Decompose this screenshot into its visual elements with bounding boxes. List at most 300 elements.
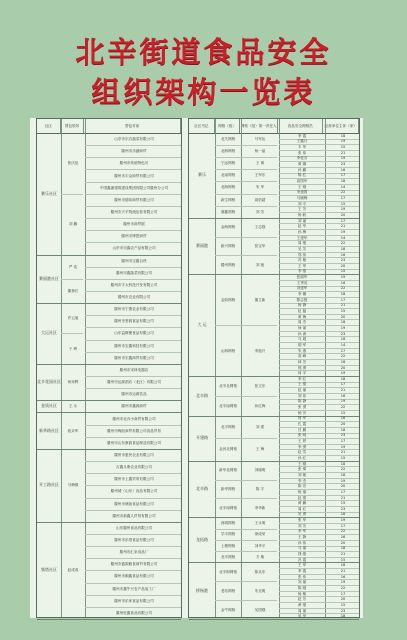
business-count: 20 <box>340 484 346 489</box>
grid-head: 方 敏 <box>255 554 265 559</box>
row-divider <box>279 466 359 467</box>
row-divider <box>279 433 359 434</box>
row-divider <box>279 449 359 450</box>
row-divider <box>279 613 359 614</box>
row-divider <box>85 498 181 499</box>
row-divider <box>279 342 359 343</box>
food-safety-gridman: 刘 芳 <box>297 523 307 528</box>
grid-divider <box>215 498 277 499</box>
grid-name: 新华北网格 <box>219 468 237 473</box>
row-divider <box>279 404 359 405</box>
food-safety-gridman: 陈 静 <box>297 399 307 404</box>
food-safety-gridman: 马晓梅 <box>296 195 308 200</box>
community-secretary: 赛丽港 <box>196 243 208 249</box>
business-count: 17 <box>340 591 346 596</box>
community-name: 金质社区 <box>41 403 57 409</box>
row-divider <box>279 280 359 281</box>
org-chart-sheet <box>30 118 363 618</box>
food-safety-gridman: 李 霞 <box>297 133 307 138</box>
entity-name: 滕州市宏鑫商贸有限公司 <box>114 355 154 360</box>
group-divider <box>37 522 181 523</box>
left-table-header <box>37 119 181 134</box>
row-divider <box>279 387 359 388</box>
food-safety-gridman: 高国华 <box>296 179 308 184</box>
row-divider <box>85 145 181 146</box>
business-count: 19 <box>340 275 346 280</box>
grid-head: 刘晓明 <box>254 468 266 473</box>
row-divider <box>279 257 359 258</box>
group-divider <box>37 303 181 304</box>
row-divider <box>279 336 359 337</box>
business-count: 23 <box>340 433 346 438</box>
food-safety-gridman: 张 勇 <box>297 405 307 410</box>
business-count: 17 <box>340 297 346 302</box>
business-count: 15 <box>340 410 346 415</box>
grid-divider <box>215 438 277 439</box>
left-table <box>36 118 182 618</box>
business-count: 17 <box>340 218 346 223</box>
row-divider <box>85 376 181 377</box>
entity-name: 滕州市鑫源商贸 <box>121 404 147 409</box>
grid-head: 周依超 <box>254 197 266 202</box>
food-safety-gridman: 李 杰 <box>297 478 307 483</box>
business-count: 22 <box>340 354 346 359</box>
food-safety-gridman: 马 超 <box>297 337 307 342</box>
food-safety-gridman: 陈 亮 <box>297 484 307 489</box>
row-divider <box>279 348 359 349</box>
community-name: 开工路社区 <box>39 482 59 488</box>
row-divider <box>279 331 359 332</box>
business-count: 15 <box>340 145 346 150</box>
leader-name: 马梅倩 <box>67 483 79 488</box>
row-divider <box>85 340 181 341</box>
row-divider <box>279 506 359 507</box>
grid-head: 陈从东 <box>254 569 266 574</box>
food-safety-gridman: 孙 鹏 <box>297 167 307 172</box>
row-divider <box>279 438 359 439</box>
entity-name: 滕州市宋林电器店 <box>119 367 149 372</box>
row-divider <box>85 485 181 486</box>
entity-name: 滕州市农业有限公司 <box>117 295 151 300</box>
food-safety-gridman: 李 勇 <box>297 444 307 449</box>
grid-name: 北平网格 <box>220 424 236 429</box>
entity-name: 滕州市德邦商贸有限公司 <box>114 197 154 202</box>
food-safety-gridman: 王 芳 <box>297 207 307 212</box>
row-divider <box>279 269 359 270</box>
row-divider <box>85 218 181 219</box>
business-count: 22 <box>340 286 346 291</box>
page-title-line-2: 组织架构一览表 <box>91 75 316 109</box>
row-divider <box>279 353 359 354</box>
food-safety-gridman: 张 伟 <box>297 150 307 155</box>
grid-name: 北辛网格 <box>220 554 236 559</box>
grid-divider <box>215 181 277 182</box>
row-divider <box>85 230 181 231</box>
business-count: 22 <box>340 585 346 590</box>
row-divider <box>85 546 181 547</box>
grid-head: 刘 芳 <box>255 209 265 214</box>
community-name: 北辛花园社区 <box>37 379 61 385</box>
entity-name: 滕州市商贸展 <box>123 222 145 227</box>
business-count: 16 <box>340 280 346 285</box>
entity-name: 滕州市运源饮品 <box>121 392 147 397</box>
row-divider <box>279 195 359 196</box>
business-count: 15 <box>340 557 346 562</box>
food-safety-gridman: 赵 强 <box>297 495 307 500</box>
food-safety-gridman: 王 刚 <box>297 461 307 466</box>
row-divider <box>85 425 181 426</box>
entity-name: 滕州市梅凯商贸有限公司食品贸易 <box>107 428 161 433</box>
grid-head: 董立新 <box>254 297 266 302</box>
food-safety-gridman: 孙 梅 <box>297 229 307 234</box>
food-safety-gridman: 王 军 <box>297 263 307 268</box>
business-count: 18 <box>340 376 346 381</box>
left-header-cell: 帮包对象 <box>84 119 181 133</box>
grid-head: 马军运 <box>254 137 266 142</box>
entity-name: 滕州市盛源粮食商贸有限公司 <box>110 562 158 567</box>
business-count: 17 <box>340 348 346 353</box>
row-divider <box>279 427 359 428</box>
business-count: 20 <box>340 540 346 545</box>
grid-divider <box>215 325 277 326</box>
food-safety-gridman: 赵 军 <box>297 224 307 229</box>
food-safety-gridman: 杨 敏 <box>297 591 307 596</box>
row-divider <box>279 393 359 394</box>
business-count: 20 <box>340 263 346 268</box>
grid-divider <box>215 551 277 552</box>
food-safety-gridman: 陈志强 <box>296 297 308 302</box>
food-safety-gridman: 吴 芳 <box>297 246 307 251</box>
row-divider <box>279 534 359 535</box>
group-divider <box>189 376 359 377</box>
entity-name: 滕州城（山东）食品有限公司 <box>110 489 158 494</box>
group-divider <box>189 562 359 563</box>
row-divider <box>279 212 359 213</box>
row-divider <box>279 557 359 558</box>
food-safety-gridman: 张 倩 <box>297 467 307 472</box>
leader-divider <box>61 333 83 334</box>
grid-head: 李华新 <box>254 505 266 510</box>
row-divider <box>279 325 359 326</box>
grid-head: 刘 建 <box>255 424 265 429</box>
entity-name: 滕州市顺鑫食品有限公司 <box>114 574 154 579</box>
business-count: 22 <box>340 529 346 534</box>
business-count: 14 <box>340 235 346 240</box>
grid-divider <box>215 206 277 207</box>
business-count: 18 <box>340 133 346 138</box>
row-divider <box>279 319 359 320</box>
business-count: 19 <box>340 371 346 376</box>
entity-name: 滕州市博恩商贸 <box>121 234 147 239</box>
grid-name: 北辛南网格 <box>219 403 237 408</box>
business-count: 16 <box>340 472 346 477</box>
food-safety-gridman: 吴 华 <box>297 614 307 619</box>
entity-name: 滕州市传统特色坊 <box>119 161 149 166</box>
row-divider <box>85 437 181 438</box>
business-count: 15 <box>340 455 346 460</box>
business-count: 17 <box>340 173 346 178</box>
food-safety-gridman: 刘 丽 <box>297 580 307 585</box>
entity-name: 滕州市山东康源食品制造有限公司 <box>107 440 161 445</box>
group-divider <box>189 218 359 219</box>
grid-head: 李振兴 <box>254 348 266 353</box>
business-count: 18 <box>340 179 346 184</box>
food-safety-gridman: 刘 伟 <box>297 393 307 398</box>
food-safety-gridman: 刘 丽 <box>297 218 307 223</box>
group-divider <box>37 400 181 401</box>
business-count: 16 <box>340 337 346 342</box>
business-count: 18 <box>340 292 346 297</box>
leader-name: 严 浩 <box>68 264 78 269</box>
row-divider <box>279 399 359 400</box>
food-safety-gridman: 赵 雪 <box>297 450 307 455</box>
business-count: 19 <box>340 399 346 404</box>
business-count: 18 <box>340 359 346 364</box>
grid-head: 王军东 <box>254 173 266 178</box>
entity-name: 滕州市新鑫人贸易有限公司 <box>112 513 156 518</box>
right-header-cell: 食品安全网格员 <box>278 119 323 133</box>
food-safety-gridman: 陈 红 <box>297 173 307 178</box>
row-divider <box>279 150 359 151</box>
grid-name: 北海网格 <box>220 149 236 154</box>
right-header-cell: 社区书记 <box>189 119 215 133</box>
community-secretary: 大 运 <box>197 322 207 328</box>
row-divider <box>85 267 181 268</box>
entity-name: 滕州市鑫牛兴农产品加工厂 <box>112 586 156 591</box>
community-name: 新华路社区 <box>39 427 59 433</box>
entity-name: 滕州市鑫蔬菜有限公司 <box>116 270 152 275</box>
leader-name: 欧卉军 <box>67 428 79 433</box>
grid-name: 新兴网格 <box>220 244 236 249</box>
food-safety-gridman: 王 刚 <box>297 184 307 189</box>
row-divider <box>279 161 359 162</box>
grid-name: 金如网格 <box>220 297 236 302</box>
grid-divider <box>215 157 277 158</box>
grid-name: 金牛网格 <box>220 607 236 612</box>
group-divider <box>189 619 359 620</box>
food-safety-gridman: 王鑫月 <box>296 139 308 144</box>
entity-name: 滕州市宝鑫百货 <box>121 258 147 263</box>
entity-name: 滕州市宝鑫科技有限公司 <box>114 343 154 348</box>
grid-head: 张文东 <box>254 383 266 388</box>
row-divider <box>279 184 359 185</box>
business-count: 18 <box>340 320 346 325</box>
row-divider <box>279 246 359 247</box>
row-divider <box>279 540 359 541</box>
leader-name: 于 晖 <box>68 346 78 351</box>
row-divider <box>279 359 359 360</box>
food-safety-gridman: 陈 刚 <box>297 585 307 590</box>
community-secretary: 北辛路 <box>196 486 208 492</box>
grid-head: 孙红梅 <box>254 403 266 408</box>
row-divider <box>279 444 359 445</box>
row-divider <box>279 551 359 552</box>
business-count: 19 <box>340 207 346 212</box>
food-safety-gridman: 王 婷 <box>297 438 307 443</box>
food-safety-gridman: 黄 梅 <box>297 314 307 319</box>
community-name: 大运社区 <box>41 330 57 336</box>
grid-name: 赛鑫网格 <box>220 209 236 214</box>
business-count: 18 <box>340 614 346 619</box>
food-safety-gridman: 孙 涛 <box>297 331 307 336</box>
row-divider <box>85 157 181 158</box>
right-header-cell: 经营单位主体（家） <box>323 119 359 133</box>
business-count: 17 <box>340 382 346 387</box>
group-divider <box>189 274 359 275</box>
leader-name: 刘 鹏 <box>68 222 78 227</box>
business-count: 18 <box>340 546 346 551</box>
business-count: 16 <box>340 252 346 257</box>
entity-name: 滕州旺鑫食品有限公司 <box>116 610 152 615</box>
entity-name: 滕州市储备食品有限公司 <box>114 501 154 506</box>
business-count: 21 <box>340 568 346 573</box>
food-safety-gridman: 周 丽 <box>297 608 307 613</box>
entity-name: 山东益斯聚食品有限公司 <box>114 331 154 336</box>
row-divider <box>279 523 359 524</box>
business-count: 16 <box>340 535 346 540</box>
food-safety-gridman: 周 强 <box>297 241 307 246</box>
entity-name: 滕州市乐塔食品有限公司 <box>114 538 154 543</box>
food-safety-gridman: 李 霞 <box>297 568 307 573</box>
business-count: 16 <box>340 574 346 579</box>
business-count: 21 <box>340 303 346 308</box>
food-safety-gridman: 何 平 <box>297 371 307 376</box>
row-divider <box>279 240 359 241</box>
entity-name: 山东滕州食品有限公司 <box>116 525 152 530</box>
food-safety-gridman: 徐 丽 <box>297 325 307 330</box>
business-count: 17 <box>340 523 346 528</box>
food-safety-gridman: 周 红 <box>297 506 307 511</box>
business-count: 20 <box>340 422 346 427</box>
food-safety-gridman: 李桂芳 <box>296 156 308 161</box>
business-count: 20 <box>340 365 346 370</box>
row-divider <box>279 382 359 383</box>
business-count: 22 <box>340 241 346 246</box>
business-count: 22 <box>340 190 346 195</box>
entity-name: 滕州市上鑫贸易有限公司 <box>114 477 154 482</box>
food-safety-gridman: 张 伟 <box>297 574 307 579</box>
food-safety-gridman: 高 峰 <box>297 354 307 359</box>
grid-name: 北辛南网格 <box>219 505 237 510</box>
row-divider <box>85 291 181 292</box>
food-safety-gridman: 李 娜 <box>297 292 307 297</box>
row-divider <box>279 455 359 456</box>
food-safety-gridman: 周 杰 <box>297 320 307 325</box>
group-divider <box>189 416 359 417</box>
row-divider <box>279 489 359 490</box>
row-divider <box>85 169 181 170</box>
food-safety-gridman: 赵 芳 <box>297 597 307 602</box>
business-count: 20 <box>340 314 346 319</box>
grid-divider <box>215 540 277 541</box>
business-count: 19 <box>340 229 346 234</box>
food-safety-gridman: 黄 鹏 <box>297 501 307 506</box>
community-name: 赛乐社区 <box>41 190 57 196</box>
row-divider <box>85 607 181 608</box>
row-divider <box>85 352 181 353</box>
entity-name: 滕州市誉源食品有限公司 <box>114 319 154 324</box>
entity-name: 山亭市宗鑫农产品有限公司 <box>112 246 156 251</box>
food-safety-gridman: 吴 勇 <box>297 512 307 517</box>
leader-divider <box>61 279 83 280</box>
row-divider <box>279 574 359 575</box>
business-count: 15 <box>340 269 346 274</box>
group-divider <box>189 461 359 462</box>
row-divider <box>279 365 359 366</box>
business-count: 21 <box>340 450 346 455</box>
business-count: 23 <box>340 162 346 167</box>
row-divider <box>85 327 181 328</box>
business-count: 19 <box>340 156 346 161</box>
row-divider <box>85 279 181 280</box>
business-count: 19 <box>340 444 346 449</box>
entity-name: 滕州市运源酒店（北区）有限公司 <box>107 380 161 385</box>
grid-head: 朱光明 <box>254 588 266 593</box>
leader-name: 赵成成 <box>67 568 79 573</box>
column-divider <box>279 119 280 617</box>
food-safety-gridman: 李 强 <box>297 269 307 274</box>
row-divider <box>279 297 359 298</box>
business-count: 18 <box>340 246 346 251</box>
grid-divider <box>215 169 277 170</box>
business-count: 17 <box>340 195 346 200</box>
grid-name: 学丰网格 <box>220 532 236 537</box>
group-divider <box>37 449 181 450</box>
food-safety-gridman: 冯 霞 <box>297 557 307 562</box>
row-divider <box>279 308 359 309</box>
food-safety-gridman: 赵 磊 <box>297 309 307 313</box>
right-header-cell: 网格（组） <box>215 119 241 133</box>
row-divider <box>85 315 181 316</box>
food-safety-gridman: 黄 娜 <box>297 162 307 167</box>
grid-name: 北辛北网格 <box>219 383 237 388</box>
business-count: 19 <box>340 139 346 144</box>
leader-name: 王 永 <box>68 404 78 409</box>
row-divider <box>279 579 359 580</box>
business-count: 16 <box>340 416 346 421</box>
food-safety-gridman: 李建国 <box>296 190 308 195</box>
business-count: 15 <box>340 309 346 313</box>
row-divider <box>279 596 359 597</box>
business-count: 21 <box>340 495 346 500</box>
community-secretary: 开建路 <box>196 435 208 441</box>
business-count: 15 <box>340 201 346 206</box>
grid-head: 王永明 <box>254 520 266 525</box>
row-divider <box>279 229 359 230</box>
food-safety-gridman: 钱 强 <box>297 552 307 556</box>
grid-name: 北南网格 <box>220 173 236 178</box>
business-count: 14 <box>340 342 346 347</box>
row-divider <box>85 510 181 511</box>
leader-divider <box>61 194 83 195</box>
row-divider <box>279 472 359 473</box>
right-table <box>188 118 360 618</box>
food-safety-gridman: 张丽华 <box>296 275 308 280</box>
grid-name: 西城网格 <box>220 520 236 525</box>
entity-name: 滕州市惠民农业有限公司 <box>114 452 154 457</box>
group-divider <box>37 412 181 413</box>
business-count: 23 <box>340 331 346 336</box>
entity-name: 滕州市乐涵商贸 <box>121 149 147 154</box>
row-divider <box>279 529 359 530</box>
food-safety-gridman: 林 芳 <box>297 359 307 364</box>
grid-divider <box>215 396 277 397</box>
food-safety-gridman: 郑 伟 <box>297 252 307 257</box>
group-divider <box>37 255 181 256</box>
grid-head: 刘华平 <box>254 543 266 548</box>
food-safety-gridman: 王 强 <box>297 382 307 387</box>
food-safety-gridman: 孙 伟 <box>297 540 307 545</box>
